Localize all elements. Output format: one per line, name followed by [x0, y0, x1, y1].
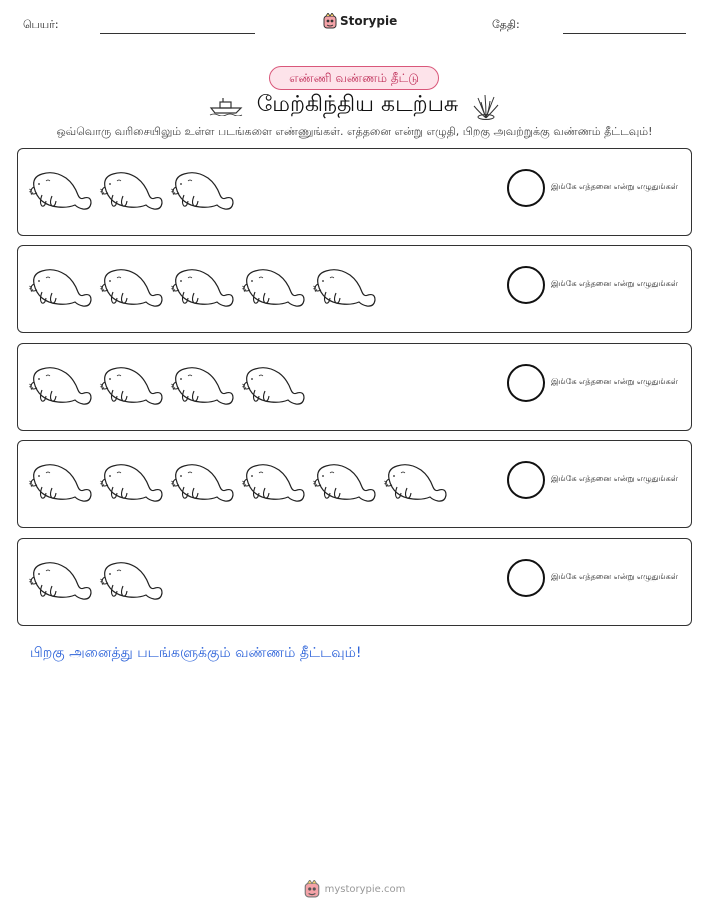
write-here-label: இங்கே எத்தனை என்று எழுதுங்கள்: [551, 474, 678, 483]
storypie-mascot-icon: [323, 13, 337, 29]
manatee-icon: [28, 555, 92, 603]
manatee-icon: [99, 457, 163, 505]
manatee-icon: [170, 457, 234, 505]
seagrass-icon: [472, 92, 500, 120]
manatee-group: [28, 262, 376, 310]
manatee-icon: [170, 165, 234, 213]
page-title: மேற்கிந்திய கடற்பசு: [256, 92, 459, 117]
storypie-mascot-icon: [304, 880, 320, 898]
counting-row: [17, 440, 692, 528]
manatee-icon: [312, 262, 376, 310]
write-here-label: இங்கே எத்தனை என்று எழுதுங்கள்: [551, 572, 678, 581]
write-here-label: இங்கே எத்தனை என்று எழுதுங்கள்: [551, 377, 678, 386]
answer-circle[interactable]: [507, 559, 545, 597]
date-line: [563, 33, 686, 34]
answer-circle[interactable]: [507, 266, 545, 304]
answer-circle[interactable]: [507, 364, 545, 402]
manatee-group: [28, 165, 234, 213]
brand-name: Storypie: [340, 14, 398, 28]
answer-circle[interactable]: [507, 169, 545, 207]
date-label: தேதி:: [492, 18, 520, 31]
instructions: ஒவ்வொரு வரிசையிலும் உள்ள படங்களை எண்ணுங்கள். எத்தனை என்று எழுதி, பிறகு அவற்றுக்கு வண்ணம் தீட்டவும்!: [56, 125, 653, 138]
title-row: [0, 88, 709, 124]
manatee-icon: [99, 555, 163, 603]
manatee-icon: [241, 360, 305, 408]
counting-row: [17, 538, 692, 626]
manatee-icon: [28, 262, 92, 310]
site-url: mystorypie.com: [324, 883, 406, 895]
site-footer: [0, 880, 709, 898]
brand-logo: [323, 13, 397, 29]
manatee-icon: [28, 360, 92, 408]
name-line: [100, 33, 255, 34]
manatee-icon: [28, 165, 92, 213]
manatee-icon: [170, 360, 234, 408]
write-here-label: இங்கே எத்தனை என்று எழுதுங்கள்: [551, 182, 678, 191]
manatee-icon: [383, 457, 447, 505]
manatee-group: [28, 360, 305, 408]
footer-note: பிறகு அனைத்து படங்களுக்கும் வண்ணம் தீட்டவும்!: [30, 645, 362, 661]
manatee-icon: [241, 262, 305, 310]
counting-row: [17, 245, 692, 333]
answer-circle[interactable]: [507, 461, 545, 499]
manatee-icon: [312, 457, 376, 505]
manatee-group: [28, 555, 163, 603]
manatee-icon: [241, 457, 305, 505]
counting-row: [17, 343, 692, 431]
write-here-label: இங்கே எத்தனை என்று எழுதுங்கள்: [551, 279, 678, 288]
manatee-icon: [28, 457, 92, 505]
boat-icon: [209, 96, 243, 116]
counting-row: [17, 148, 692, 236]
manatee-icon: [170, 262, 234, 310]
worksheet-header: [0, 0, 709, 50]
activity-badge: எண்ணி வண்ணம் தீட்டு: [269, 66, 439, 90]
manatee-group: [28, 457, 447, 505]
manatee-icon: [99, 262, 163, 310]
manatee-icon: [99, 165, 163, 213]
manatee-icon: [99, 360, 163, 408]
name-label: பெயர்:: [23, 18, 59, 31]
